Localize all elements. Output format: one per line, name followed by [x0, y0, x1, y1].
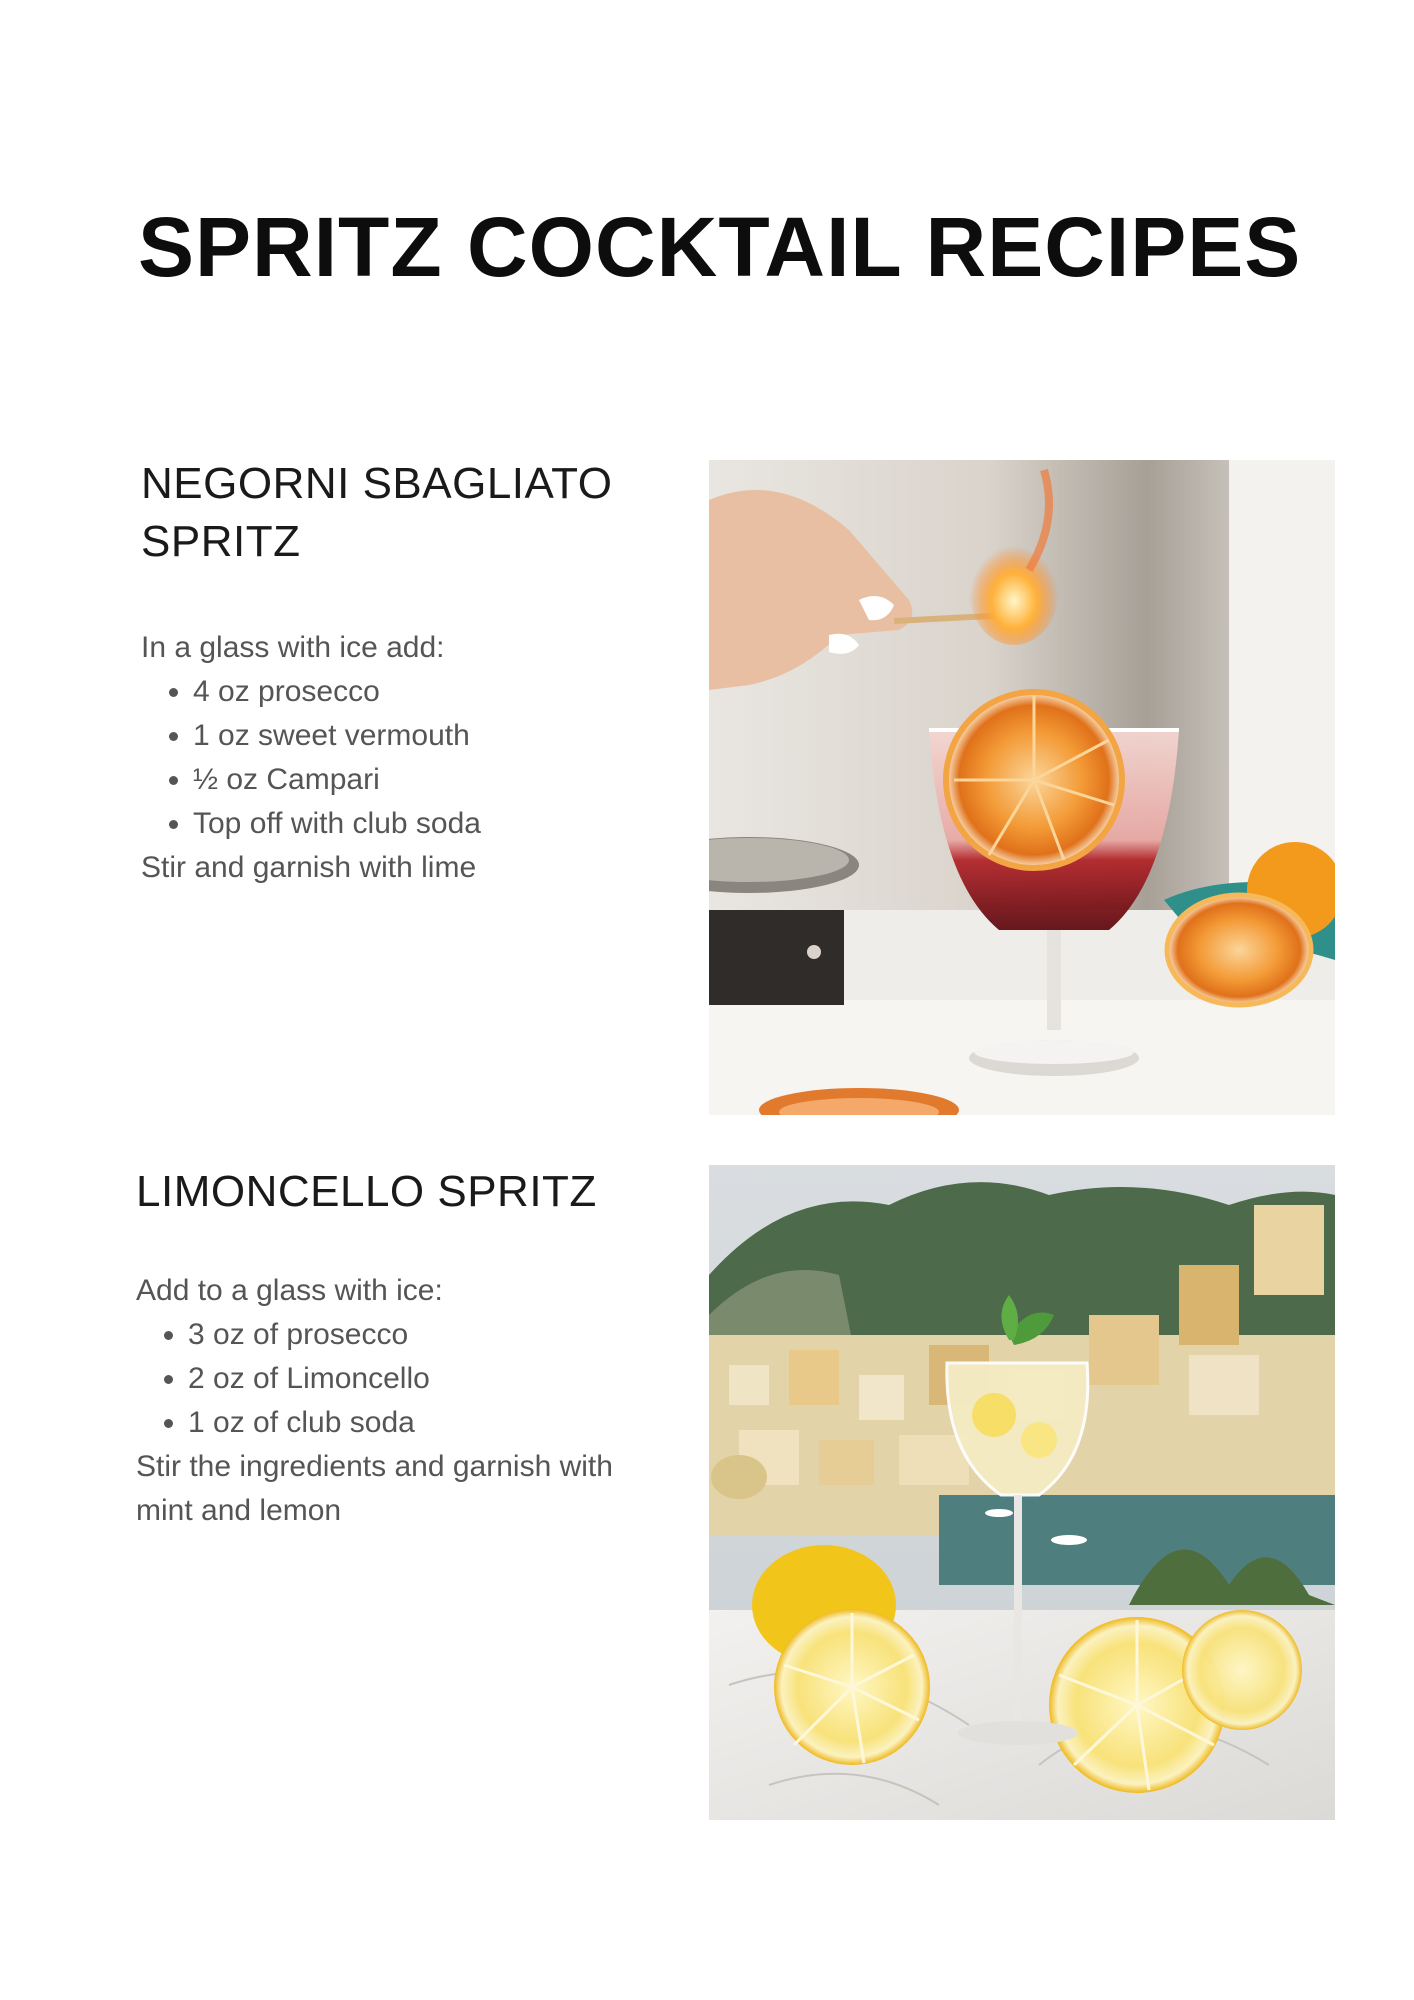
- negroni-spritz-image: [709, 460, 1335, 1115]
- ingredient-item: • Top off with club soda: [193, 802, 641, 846]
- ingredient-item: • 3 oz of prosecco: [188, 1313, 616, 1357]
- recipe-intro: In a glass with ice add:: [141, 631, 445, 664]
- recipe-body-limoncello: [136, 1269, 616, 1533]
- page-title: SPRITZ COCKTAIL RECIPES: [138, 200, 1302, 294]
- recipe-title-limoncello: LIMONCELLO SPRITZ: [136, 1167, 597, 1216]
- ingredient-item: • 1 oz of club soda: [188, 1401, 616, 1445]
- negroni-spritz-photo: [709, 460, 1335, 1115]
- ingredient-item: • ½ oz Campari: [193, 758, 641, 802]
- limoncello-spritz-photo: [709, 1165, 1335, 1820]
- ingredient-item: • 2 oz of Limoncello: [188, 1357, 616, 1401]
- ingredient-list: [136, 1313, 616, 1445]
- limoncello-spritz-image: [709, 1165, 1335, 1820]
- recipe-instructions: Stir the ingredients and garnish with mint and lemon: [136, 1450, 613, 1527]
- recipe-instructions: Stir and garnish with lime: [141, 851, 477, 884]
- ingredient-item: • 4 oz prosecco: [193, 670, 641, 714]
- recipe-title-negroni: NEGORNI SBAGLIATO SPRITZ: [141, 459, 613, 566]
- ingredient-list: [141, 670, 641, 846]
- recipe-intro: Add to a glass with ice:: [136, 1274, 443, 1307]
- recipe-body-negroni: [141, 626, 641, 890]
- ingredient-item: • 1 oz sweet vermouth: [193, 714, 641, 758]
